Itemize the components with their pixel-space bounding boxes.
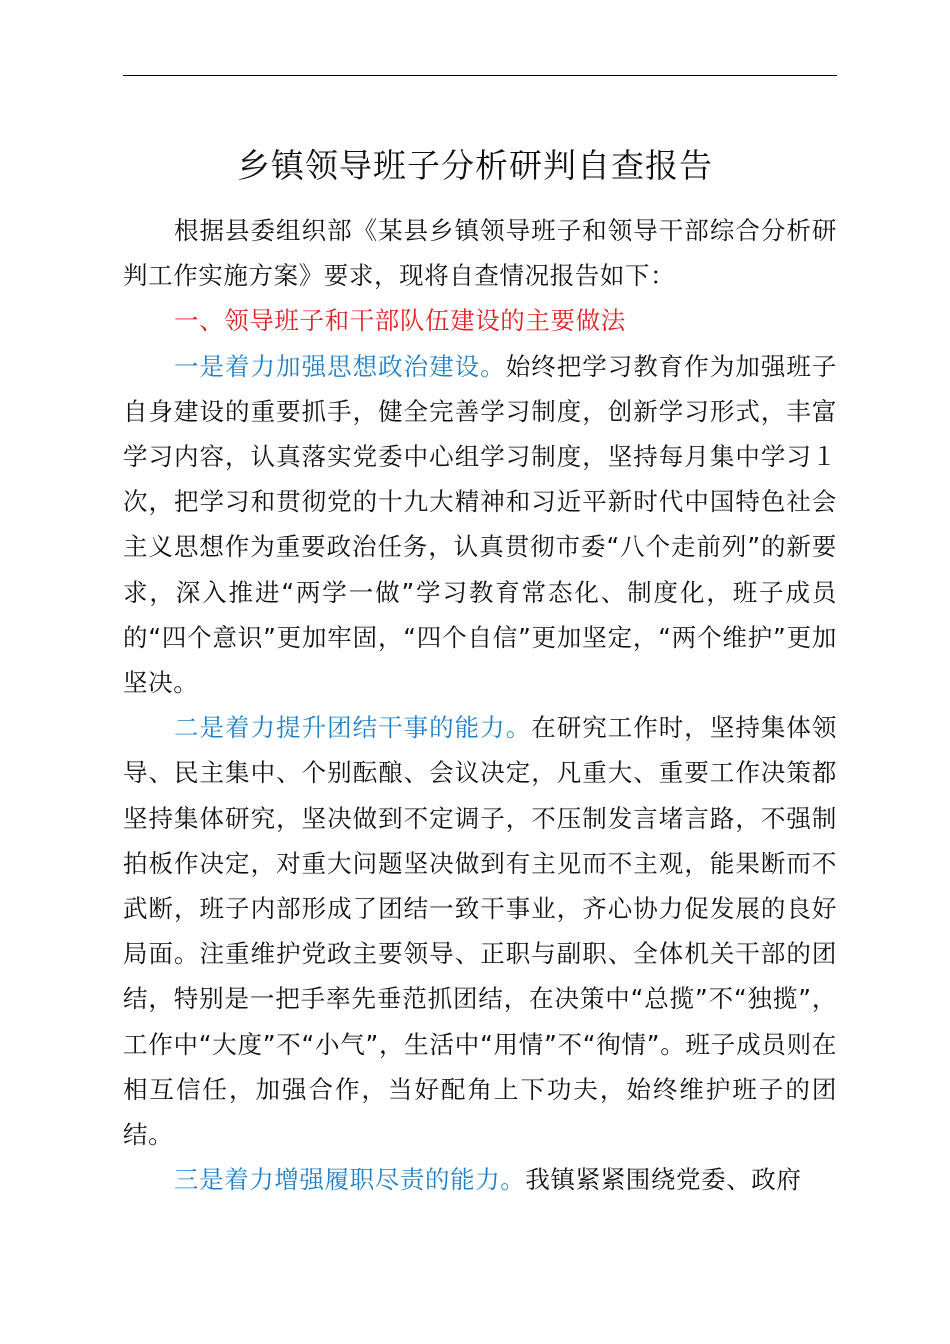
document-title: 乡镇领导班子分析研判自查报告 [237, 146, 713, 185]
paragraph-2-lead: 二是着力提升团结干事的能力。 [174, 713, 532, 743]
paragraph-2-text: 在研究工作时，坚持集体领导、民主集中、个别酝酿、会议决定，凡重大、重要工作决策都坚持集体研究，坚决做到不定调子，不压制发言堵言路，不强制拍板作决定，对重大问题坚决做到有主见而不主观，能果断而不武断，班子内部形成了团结一致干事业，齐心协力促发展的良好局面。注重维护党政主要领导、正职与副职、全体机关干部的团结，特别是一把手率先垂范抓团结，在决策中“总揽”不“独揽”，工作中“大度”不“小气”，生活中“用情”不“徇情”。班子成员则在相互信任，加强合作，当好配角上下功夫，始终维护班子的团结。 [123, 713, 837, 1150]
header-rule [123, 75, 837, 76]
paragraph-3-lead: 三是着力增强履职尽责的能力。 [174, 1165, 526, 1195]
paragraph-1-text: 始终把学习教育作为加强班子自身建设的重要抓手，健全完善学习制度，创新学习形式，丰富学习内容，认真落实党委中心组学习制度，坚持每月集中学习１次，把学习和贯彻党的十九大精神和习近平新时代中国特色社会主义思想作为重要政治任务，认真贯彻市委“八个走前列”的新要求，深入推进“两学一做”学习教育常态化、制度化，班子成员的“四个意识”更加牢固，“四个自信”更加坚定，“两个维护”更加坚决。 [123, 351, 837, 698]
paragraph-1 [123, 344, 837, 706]
paragraph-3-text: 我镇紧紧围绕党委、政府 [525, 1165, 802, 1195]
intro-paragraph: 根据县委组织部《某县乡镇领导班子和领导干部综合分析研判工作实施方案》要求，现将自查情况报告如下： [123, 216, 837, 291]
section-heading-1: 一、领导班子和干部队伍建设的主要做法 [174, 306, 626, 336]
paragraph-1-lead: 一是着力加强思想政治建设。 [174, 351, 506, 381]
paragraph-2 [123, 705, 837, 1157]
document-body [123, 208, 837, 1202]
paragraph-3 [123, 1157, 837, 1202]
